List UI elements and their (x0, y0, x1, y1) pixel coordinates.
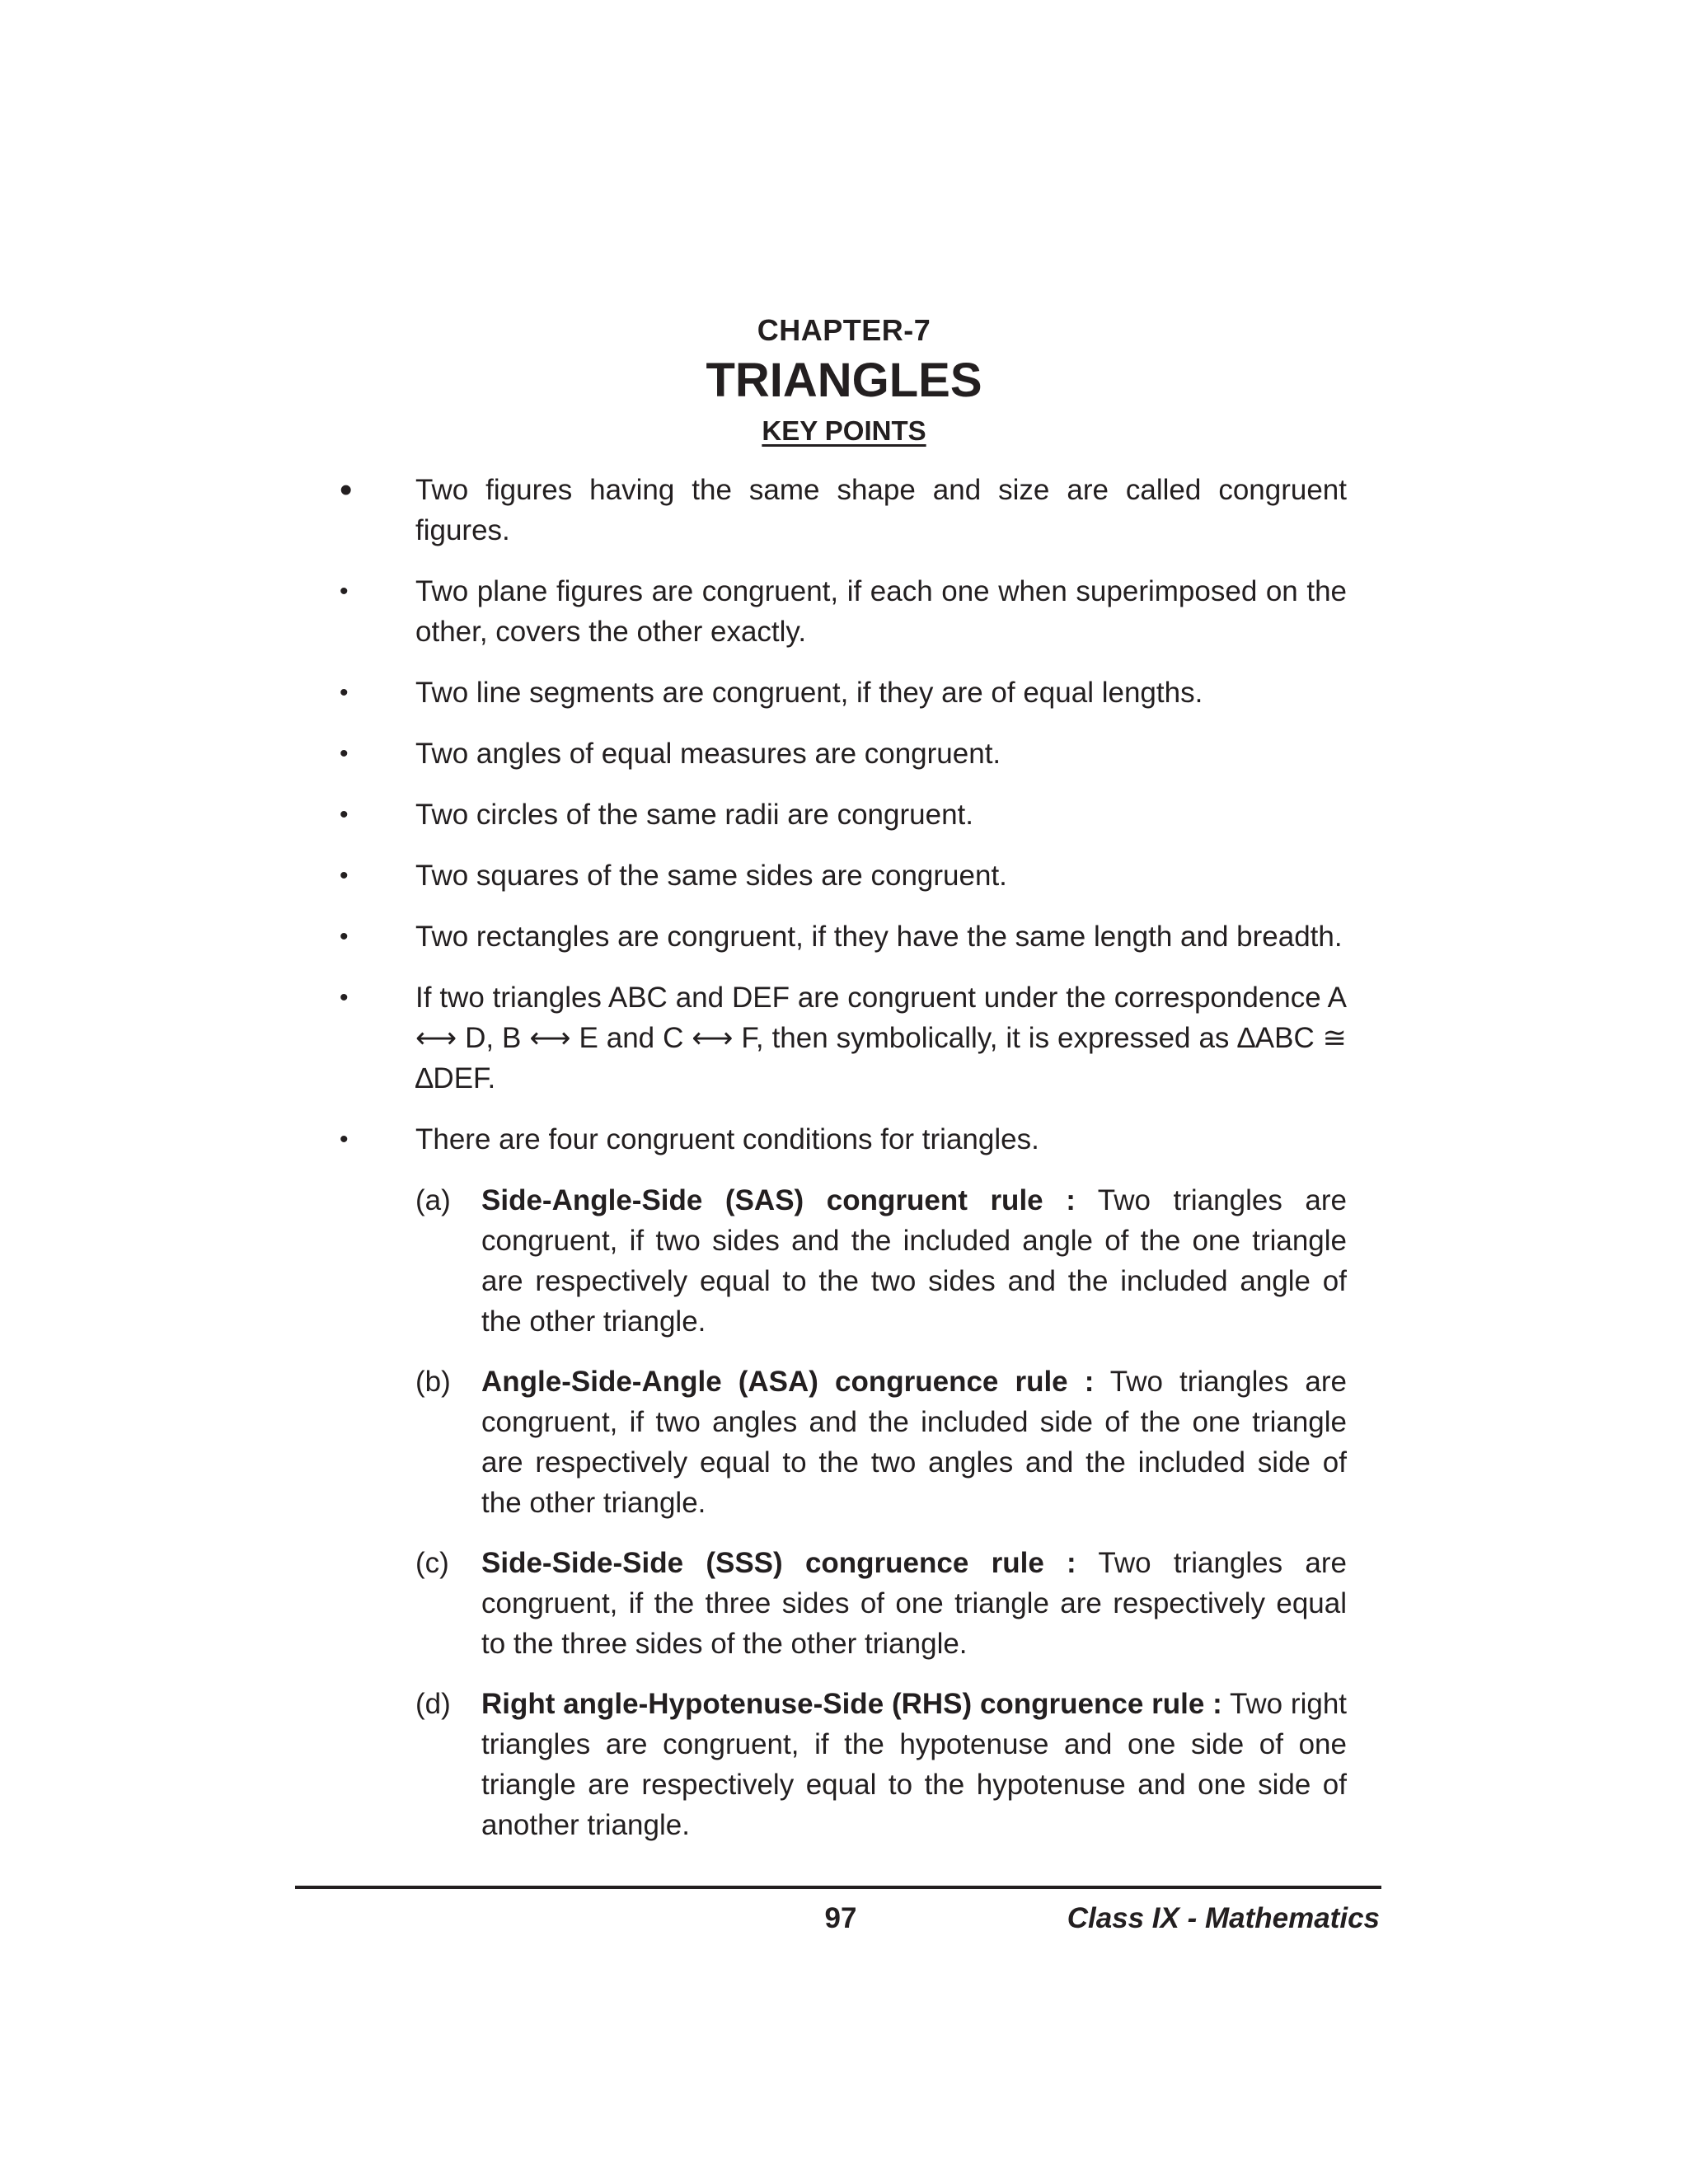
congruence-rules-list (340, 1180, 1347, 1845)
list-item (340, 673, 1347, 713)
list-item-text: Two figures having the same shape and size are called congruent figures. (415, 474, 1347, 546)
bullet-icon: • (340, 862, 349, 889)
bullet-icon: • (340, 740, 349, 767)
section-heading: KEY POINTS (762, 415, 926, 446)
list-item (340, 571, 1347, 652)
rule-name: Side-Side-Side (SSS) congruence rule : (481, 1547, 1076, 1579)
rule-text: Two triangles are congruent, if the three sides of one triangle are respectively equal to the three sides of the other triangle. (481, 1547, 1347, 1660)
list-item (340, 733, 1347, 774)
chapter-label: CHAPTER-7 (757, 313, 931, 347)
rule-name: Angle-Side-Angle (ASA) congruence rule : (481, 1366, 1095, 1398)
rule-marker: (c) (415, 1547, 449, 1579)
list-item (340, 977, 1347, 1099)
bullet-icon: • (340, 470, 353, 510)
list-item (340, 916, 1347, 957)
rule-name: Right angle-Hypotenuse-Side (RHS) congruence rule : (481, 1688, 1222, 1720)
rule-text: Two triangles are congruent, if two sides and the included angle of the one triangle are respectively equal to the two sides and the included angle of the other triangle. (481, 1184, 1347, 1338)
bullet-icon: • (340, 984, 349, 1011)
bullet-icon: • (340, 679, 349, 706)
rule-marker: (a) (415, 1184, 451, 1216)
rule-item-sas (415, 1180, 1347, 1342)
bullet-icon: • (340, 923, 349, 950)
rule-text: Two right triangles are congruent, if the hypotenuse and one side of one triangle are respectively equal to the hypotenuse and one side of another triangle. (481, 1688, 1348, 1841)
rule-marker: (d) (415, 1688, 451, 1720)
rule-text: Two triangles are congruent, if two angles and the included side of the one triangle are respectively equal to the two angles and the included side of the other triangle. (481, 1366, 1347, 1519)
rule-marker: (b) (415, 1366, 451, 1398)
list-item (340, 470, 1347, 551)
bullet-icon: • (340, 578, 349, 605)
list-item (340, 794, 1347, 835)
list-item-text: Two rectangles are congruent, if they have the same length and breadth. (415, 921, 1343, 953)
list-item-text: Two line segments are congruent, if they are of equal lengths. (415, 677, 1203, 709)
footer-divider (295, 1886, 1381, 1889)
page-number: 97 (824, 1902, 857, 1934)
list-item (340, 1119, 1347, 1160)
list-item-text: Two plane figures are congruent, if each one when superimposed on the other, covers the other exactly. (415, 575, 1347, 648)
list-item-text: If two triangles ABC and DEF are congruent under the correspondence A ⟷ D, B ⟷ E and C ⟷ F, then symbolically, it is expressed as ∆ABC ≅ ∆DEF. (415, 982, 1347, 1094)
rule-item-rhs (415, 1684, 1347, 1845)
bullet-icon: • (340, 801, 349, 828)
bullet-icon: • (340, 1126, 349, 1153)
list-item (340, 855, 1347, 896)
rule-name: Side-Angle-Side (SAS) congruent rule : (481, 1184, 1076, 1216)
key-points-list (340, 470, 1347, 1865)
rule-item-sss (415, 1543, 1347, 1664)
list-item-text: Two circles of the same radii are congruent. (415, 799, 973, 831)
chapter-title: TRIANGLES (706, 354, 982, 407)
list-item-text: There are four congruent conditions for triangles. (415, 1123, 1039, 1155)
list-item-text: Two squares of the same sides are congruent. (415, 860, 1007, 892)
list-item-text: Two angles of equal measures are congruent. (415, 738, 1001, 770)
footer-book-title: Class IX - Mathematics (1067, 1902, 1380, 1934)
rule-item-asa (415, 1361, 1347, 1523)
